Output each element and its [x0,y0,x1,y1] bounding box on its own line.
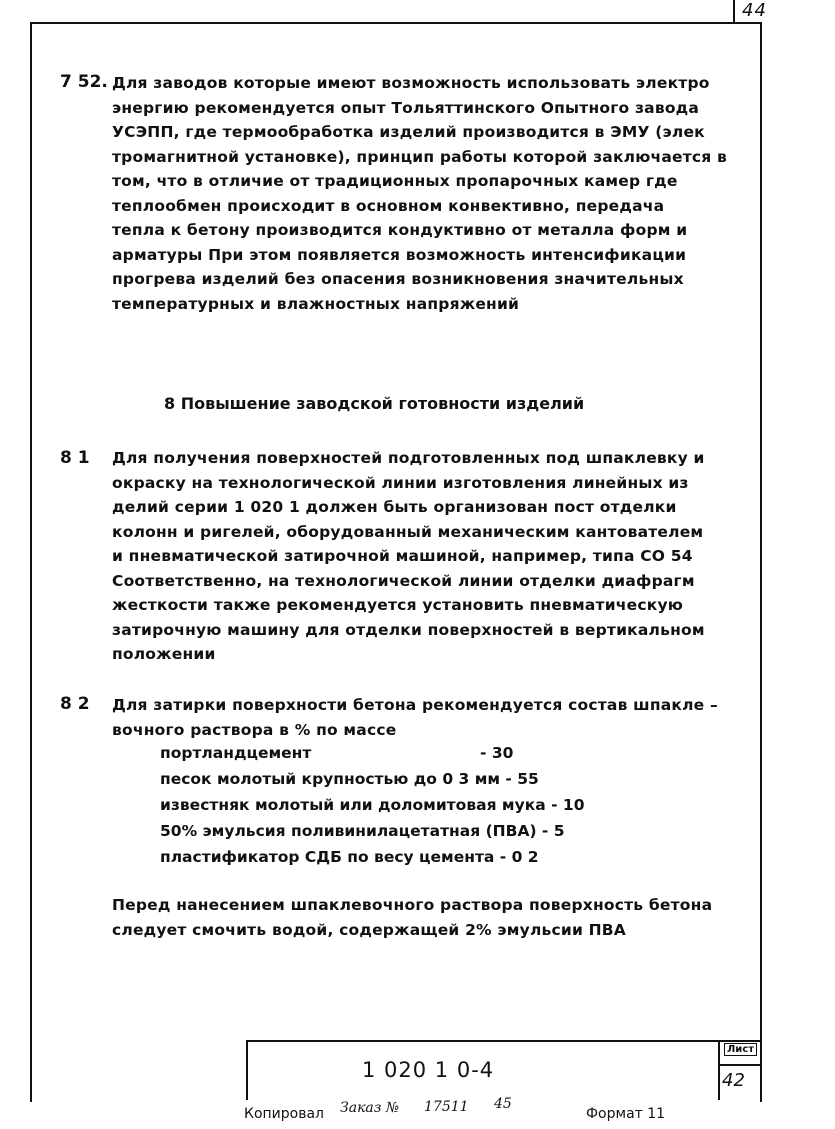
text-line: прогрева изделий без опасения возникновения значительных [112,270,684,288]
text-line: Для затирки поверхности бетона рекомендуется состав шпакле – [112,696,718,714]
section-81-number: 8 1 [60,448,90,468]
text-line: Перед нанесением шпаклевочного раствора поверхность бетона [112,896,713,914]
text-line: том, что в отличие от традиционных пропарочных камер где [112,172,678,190]
recipe-list [160,740,584,870]
footer-extra: 45 [494,1096,512,1112]
text-line: энергию рекомендуется опыт Тольяттинского Опытного завода [112,98,700,117]
footer-order-label: Заказ № [340,1100,400,1116]
text-line: УСЭПП, где термообработка изделий производится в ЭМУ (элек [112,123,705,141]
document-code: 1 020 1 0-4 [362,1058,495,1082]
text-line: положении [112,645,216,663]
recipe-name: пластификатор СДБ по весу цемента - 0 2 [160,848,539,866]
page-number-top: 44 [742,0,767,21]
corner-line [733,0,735,22]
text-line: затирочную машину для отделки поверхностей в вертикальном [112,620,705,639]
section-81-text [112,446,705,667]
text-line: делий серии 1 020 1 должен быть организован пост отделки [112,498,677,516]
text-line: и пневматической затирочной машиной, например, типа СО 54 [112,547,693,565]
text-line: окраску на технологической линии изготовления линейных из [112,473,689,492]
recipe-name: песок молотый крупностью до 0 3 мм - 55 [160,770,539,788]
sheet-label: Лист [724,1043,757,1056]
text-line: тромагнитной установке), принцип работы которой заключается в [112,147,728,166]
text-line: колонн и ригелей, оборудованный механическим кантователем [112,522,704,541]
text-line: вочного раствора в % по массе [112,720,397,739]
text-line: арматуры При этом появляется возможность интенсификации [112,245,687,264]
text-line: температурных и влажностных напряжений [112,294,520,313]
title-block [246,1040,762,1100]
section-82-note [112,893,712,942]
section-8-heading: 8 Повышение заводской готовности изделий [164,394,585,413]
recipe-item [160,740,584,766]
section-82-number: 8 2 [60,694,90,714]
text-line: Для получения поверхностей подготовленных под шпаклевку и [112,449,705,467]
recipe-name: известняк молотый или доломитовая мука - 10 [160,796,585,814]
footer-order-number: 17511 [424,1099,469,1115]
text-line: теплообмен происходит в основном конвективно, передача [112,196,665,215]
sheet-divider [718,1064,762,1066]
section-752-number: 7 52. [60,72,108,92]
footer-format: Формат 11 [586,1106,666,1122]
section-752-text [112,71,727,316]
text-line: жесткости также рекомендуется установить пневматическую [112,596,684,614]
section-82-text [112,693,718,742]
text-line: следует смочить водой, содержащей 2% эмульсии ПВА [112,920,626,939]
footer-copied: Копировал [244,1106,324,1122]
recipe-value: - 30 [480,744,514,762]
recipe-item [160,766,584,792]
recipe-item [160,844,584,870]
recipe-item [160,792,584,818]
recipe-name: портландцемент [160,744,312,762]
text-line: Для заводов которые имеют возможность использовать электро [112,74,710,92]
recipe-item [160,818,584,844]
recipe-name: 50% эмульсия поливинилацетатная (ПВА) - 5 [160,822,565,840]
text-line: Соответственно, на технологической линии отделки диафрагм [112,571,695,590]
text-line: тепла к бетону производится кондуктивно от металла форм и [112,221,688,239]
sheet-number: 42 [722,1070,745,1091]
